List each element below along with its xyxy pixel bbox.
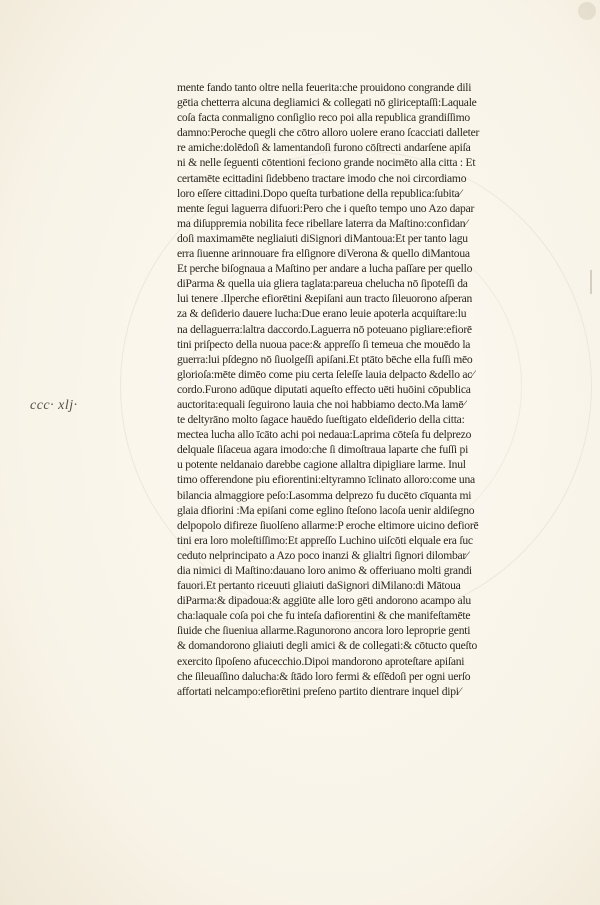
- text-line: tini priſpecto della nuoua pace:& appreſſo ſi temeua che mouēdo la: [177, 337, 471, 351]
- text-line: za & deſiderio dauere lucha:Due erano leuie apoterla acquiſtare:lu: [177, 307, 467, 321]
- text-line: auctorita:equali ſeguirono lauia che noi habbiamo decto.Ma lamē⁄: [177, 397, 465, 411]
- text-column: [177, 80, 589, 699]
- text-line: guerra:lui pſdegno nō ſiuolgeſſi apiſani.Et ptāto bēche ella fuſſi mēo: [177, 352, 473, 366]
- text-line: tini era loro moleſtiſſimo:Et appreſſo Luchino uiſcōti elquale era ſuc: [177, 533, 473, 547]
- corner-stain: [578, 2, 596, 20]
- text-line: bilancia almaggiore peſo:Lasomma delprezo fu ducēto cīquanta mi: [177, 488, 472, 502]
- text-line: glaia dfiorini :Ma epiſani come eglino ſteſono lacoſa uenir aldiſegno: [177, 503, 475, 517]
- text-line: na dellaguerra:laltra daccordo.Laguerra nō poteuano pigliare:efiorē: [177, 322, 472, 336]
- text-line: Et perche biſognaua a Maſtino per andare a lucha paſſare per quello: [177, 262, 473, 276]
- text-line: certamēte ecittadini ſidebbeno tractare imodo che noi circordiamo: [177, 171, 467, 185]
- text-line: delquale ſiſaceua agara imodo:che ſi dimoſtraua laparte che fuſſi pi: [177, 443, 469, 457]
- text-line: & domandorono gliaiuti degli amici & de collegati:& cōtucto queſto: [177, 639, 478, 653]
- text-line: te deltyrāno molto ſagace hauēdo ſueſtigato eldeſiderio della citta:: [177, 413, 465, 427]
- text-line: damno:Peroche quegli che cōtro alloro uolere erano ſcacciati dalleter: [177, 126, 480, 140]
- margin-mark: [590, 270, 592, 294]
- text-line: erra ſiuenne arinnouare fra elſignore diVerona & quello diMantoua: [177, 247, 470, 261]
- text-line: loro eſſere cittadini.Dopo queſta turbatione della republica:ſubita⁄: [177, 186, 462, 200]
- folio-number: ccc· xlj·: [30, 398, 78, 413]
- text-line: ni & nelle ſeguenti cōtentioni feciono grande nocimēto alla citta : Et: [177, 156, 476, 170]
- text-line: timo offerendone piu efiorentini:eltyramno īclinato alloro:come una: [177, 473, 475, 487]
- text-line: cordo.Furono adūque diputati aqueſto effecto uēti huōini cōpublica: [177, 382, 471, 396]
- text-line: dia nimici di Maſtino:dauano loro animo & offeriuano molti grandi: [177, 564, 472, 577]
- text-line: mente ſegui laguerra difuori:Pero che i queſto tempo uno Azo dapar: [177, 201, 475, 215]
- text-line: doſi maximamēte negliaiuti diSignori diMantoua:Et per tanto lagu: [177, 231, 468, 245]
- text-line: u potente neldanaio darebbe cagione allaltra dipigliare larme. Inul: [177, 458, 466, 472]
- text-line: affortati nelcampo:efiorētini preſeno partito dientrare inquel dipi⁄: [177, 684, 461, 698]
- text-line: ceduto nelprincipato a Azo poco inanzi & glialtri ſignori dilombar⁄: [177, 548, 468, 562]
- text-line: che ſileuaſſino dalucha:& ſtādo loro fermi & eſſēdoſi per ogni uerſo: [177, 669, 471, 683]
- text-line: diParma:& dipadoua:& aggiūte alle loro gēti andorono acampo alu: [177, 594, 471, 608]
- text-line: re amiche:dolēdoſi & lamentandoſi furono cōſtrecti andarſene apiſa: [177, 141, 471, 155]
- text-line: lui tenere .Ilperche efiorētini &epiſani aun tracto ſileuorono aſperan: [177, 292, 473, 306]
- text-line: delpopolo difireze ſiuolſeno allarme:P eroche eltimore uicino defiorē: [177, 518, 479, 532]
- text-line: mectea lucha allo īcāto achi poi nedaua:Laprima cōteſa fu delprezo: [177, 428, 472, 442]
- text-line: exercito ſipoſeno afucecchio.Dipoi mandorono aproteſtare apiſani: [177, 654, 465, 668]
- text-line: gētia chetterra alcuna degliamici & collegati nō gliriceptaſſi:Laquale: [177, 96, 477, 110]
- text-line: mente fando tanto oltre nella feuerita:che prouidono congrande dili: [177, 81, 472, 94]
- text-line: ma diſuppremia nobilita fece ribellare laterra da Maſtino:confidan⁄: [177, 216, 468, 230]
- text-line: fauori.Et pertanto riceuuti gliaiuti daSignori diMilano:di Mātoua: [177, 579, 461, 593]
- text-line: coſa facta conmaligno conſiglio reco poi alla republica grandiſſimo: [177, 111, 470, 125]
- text-line: ſiuide che ſiueniua allarme.Ragunorono ancora loro leproprie genti: [177, 624, 471, 638]
- text-line: diParma & quella uia gliera taglata:pareua chelucha nō ſipoteſſi da: [177, 277, 468, 291]
- text-line: glorioſa:mēte dimēo come piu certa ſeleſſe lauia delpacto &dello ac⁄: [177, 367, 474, 381]
- text-line: cha:laquale coſa poi che fu inteſa dafiorentini & che manifeſtamēte: [177, 609, 471, 623]
